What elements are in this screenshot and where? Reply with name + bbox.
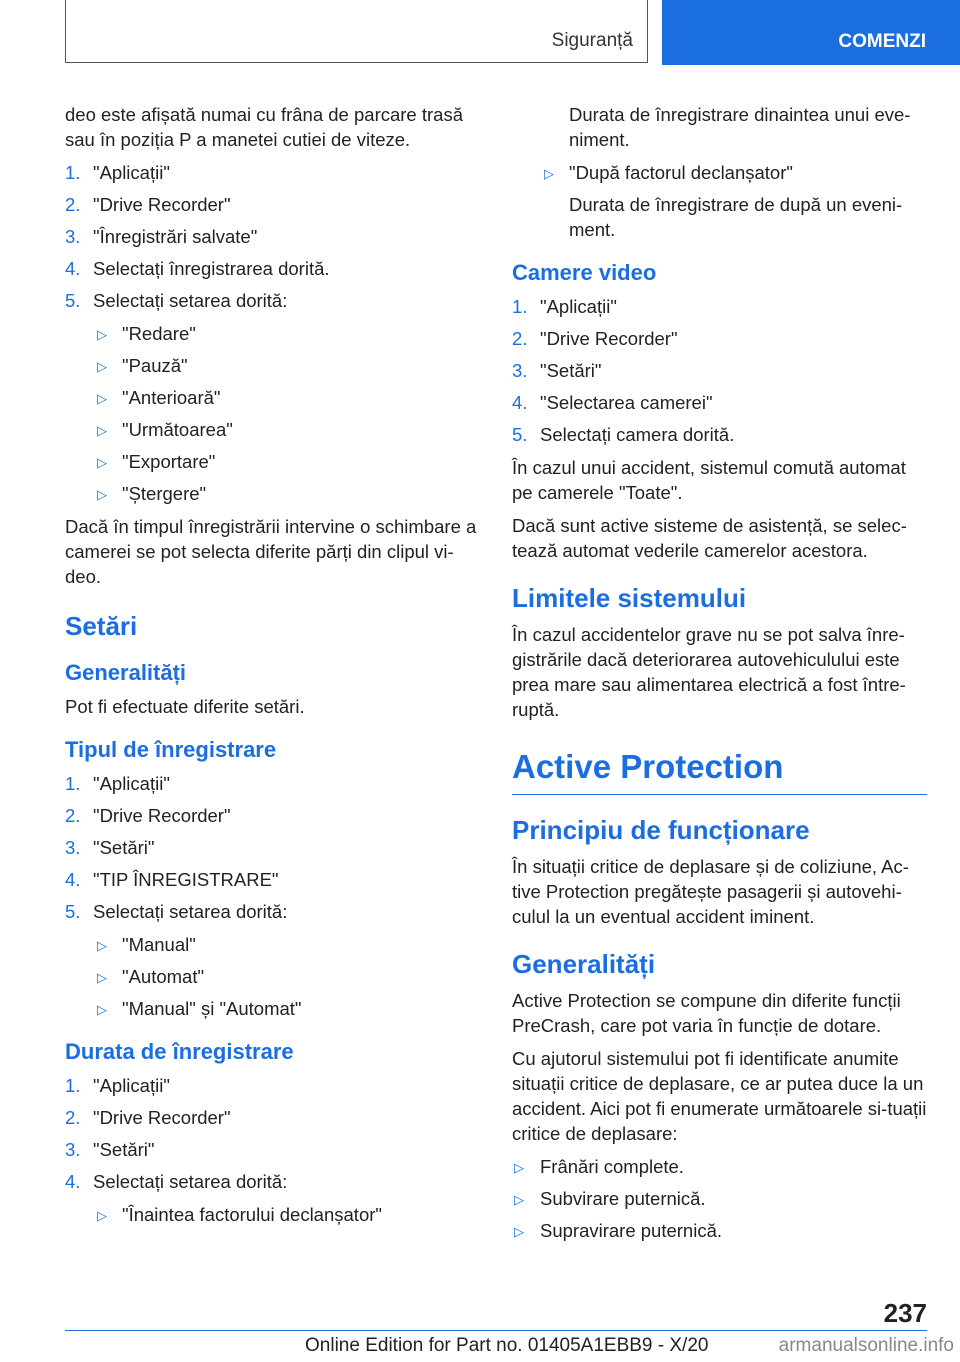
right-column: [512, 102, 927, 1251]
list-item: 3. "Setări": [512, 360, 602, 381]
triangle-bullet-icon: ▷: [97, 391, 107, 406]
steps-list-3: [65, 1073, 480, 1194]
list-item: 5. Selectați setarea dorită:: [65, 901, 288, 922]
options-list-3b: [512, 160, 927, 185]
triangle-bullet-icon: ▷: [97, 1002, 107, 1017]
steps-list-4: [512, 294, 927, 447]
footer-edition: Online Edition for Part no. 01405A1EBB9 - X/20: [305, 1335, 709, 1356]
list-item: ▷ "Anterioară": [65, 385, 480, 410]
list-item: ▷ "Pauză": [65, 353, 480, 378]
list-item: 4. Selectați înregistrarea dorită.: [65, 258, 330, 279]
triangle-bullet-icon: ▷: [544, 166, 554, 181]
steps-list-2: [65, 771, 480, 924]
list-item: 1. "Aplicații": [65, 162, 170, 183]
list-item: ▷ "După factorul declanșator": [512, 160, 927, 185]
list-item: 2. "Drive Recorder": [65, 1107, 231, 1128]
footer-divider: [65, 1330, 927, 1331]
watermark: armanualsonline.info: [778, 1335, 954, 1356]
heading-camere: Camere video: [512, 260, 657, 285]
triangle-bullet-icon: ▷: [97, 359, 107, 374]
heading-setari: Setări: [65, 611, 138, 641]
triangle-bullet-icon: ▷: [514, 1192, 524, 1207]
list-item: 4. "Selectarea camerei": [512, 392, 713, 413]
list-item: 2. "Drive Recorder": [512, 328, 678, 349]
list-item: 1. "Aplicații": [512, 296, 617, 317]
heading-principiu: Principiu de funcționare: [512, 815, 810, 845]
generalitati-2-text-2: Cu ajutorul sistemului pot fi identificate anumite situații critice de deplasare, ce ar putea duce la un accident. Aici pot fi enumerate următoarele si-tuații critice de deplasare:: [512, 1048, 927, 1144]
triangle-bullet-icon: ▷: [97, 487, 107, 502]
list-item: 3. "Setări": [65, 837, 155, 858]
section-tab: [65, 0, 648, 63]
list-item: ▷ "Manual": [65, 932, 480, 957]
generalitati-text: Pot fi efectuate diferite setări.: [65, 696, 305, 717]
chapter-tab[interactable]: [662, 0, 960, 65]
heading-limitele: Limitele sistemului: [512, 583, 747, 613]
principiu-text: În situații critice de deplasare și de coliziune, Ac-tive Protection pregătește pasagerii și autovehi-culul la un eventual accident iminent.: [512, 856, 909, 927]
triangle-bullet-icon: ▷: [97, 1208, 107, 1223]
left-column: [65, 102, 480, 1235]
triangle-bullet-icon: ▷: [97, 938, 107, 953]
heading-active-protection: Active Protection: [512, 748, 927, 795]
chapter-title: COMENZI: [838, 31, 926, 52]
triangle-bullet-icon: ▷: [514, 1160, 524, 1175]
list-item: ▷ "Automat": [65, 964, 480, 989]
options-list-2: [65, 932, 480, 1021]
generalitati-2-text-1: Active Protection se compune din diferite funcții PreCrash, care pot varia în funcție de dotare.: [512, 990, 901, 1036]
heading-generalitati-2: Generalități: [512, 949, 656, 979]
triangle-bullet-icon: ▷: [514, 1224, 524, 1239]
list-item: 5. Selectați camera dorită.: [512, 424, 735, 445]
list-item: 2. "Drive Recorder": [65, 194, 231, 215]
heading-durata: Durata de înregistrare: [65, 1039, 294, 1064]
camere-text-1: În cazul unui accident, sistemul comută automat pe camerele "Toate".: [512, 457, 906, 503]
option-description: Durata de înregistrare dinaintea unui eve-niment.: [569, 104, 911, 150]
triangle-bullet-icon: ▷: [97, 423, 107, 438]
list-item: 5. Selectați setarea dorită:: [65, 290, 288, 311]
list-item: ▷ "Ștergere": [65, 481, 480, 506]
list-item: 3. "Setări": [65, 1139, 155, 1160]
section-title: Siguranță: [551, 30, 633, 51]
triangle-bullet-icon: ▷: [97, 327, 107, 342]
list-item: ▷ "Exportare": [65, 449, 480, 474]
list-item: 1. "Aplicații": [65, 773, 170, 794]
triangle-bullet-icon: ▷: [97, 970, 107, 985]
intro-text: deo este afișată numai cu frâna de parcare trasă sau în poziția P a manetei cutiei de viteze.: [65, 104, 463, 150]
list-item: 1. "Aplicații": [65, 1075, 170, 1096]
list-item: 4. Selectați setarea dorită:: [65, 1171, 288, 1192]
list-item: ▷ Frânări complete.: [512, 1154, 927, 1179]
list-item: ▷ "Manual" și "Automat": [65, 996, 480, 1021]
note-text: Dacă în timpul înregistrării intervine o schimbare a camerei se pot selecta diferite părți din clipul vi-deo.: [65, 516, 477, 587]
list-item: ▷ Subvirare puternică.: [512, 1186, 927, 1211]
option-description: Durata de înregistrare de după un eveni-ment.: [569, 194, 903, 240]
list-item: 3. "Înregistrări salvate": [65, 226, 258, 247]
heading-tipul: Tipul de înregistrare: [65, 737, 277, 762]
page-number: 237: [883, 1298, 927, 1328]
steps-list-1: [65, 160, 480, 313]
camere-text-2: Dacă sunt active sisteme de asistență, se selec-tează automat vederile camerelor acestora.: [512, 515, 907, 561]
heading-generalitati: Generalități: [65, 660, 187, 685]
list-item: ▷ "Redare": [65, 321, 480, 346]
limitele-text: În cazul accidentelor grave nu se pot salva înre-gistrările dacă deteriorarea autovehiculului este prea mare sau alimentarea electrică a fost între-ruptă.: [512, 624, 906, 720]
list-item: ▷ Supravirare puternică.: [512, 1218, 927, 1243]
situatii-list: [512, 1154, 927, 1243]
list-item: 4. "TIP ÎNREGISTRARE": [65, 869, 279, 890]
options-list-1: [65, 321, 480, 506]
list-item: ▷ "Înaintea factorului declanșator": [65, 1202, 480, 1227]
list-item: 2. "Drive Recorder": [65, 805, 231, 826]
options-list-3: [65, 1202, 480, 1227]
list-item: ▷ "Următoarea": [65, 417, 480, 442]
triangle-bullet-icon: ▷: [97, 455, 107, 470]
